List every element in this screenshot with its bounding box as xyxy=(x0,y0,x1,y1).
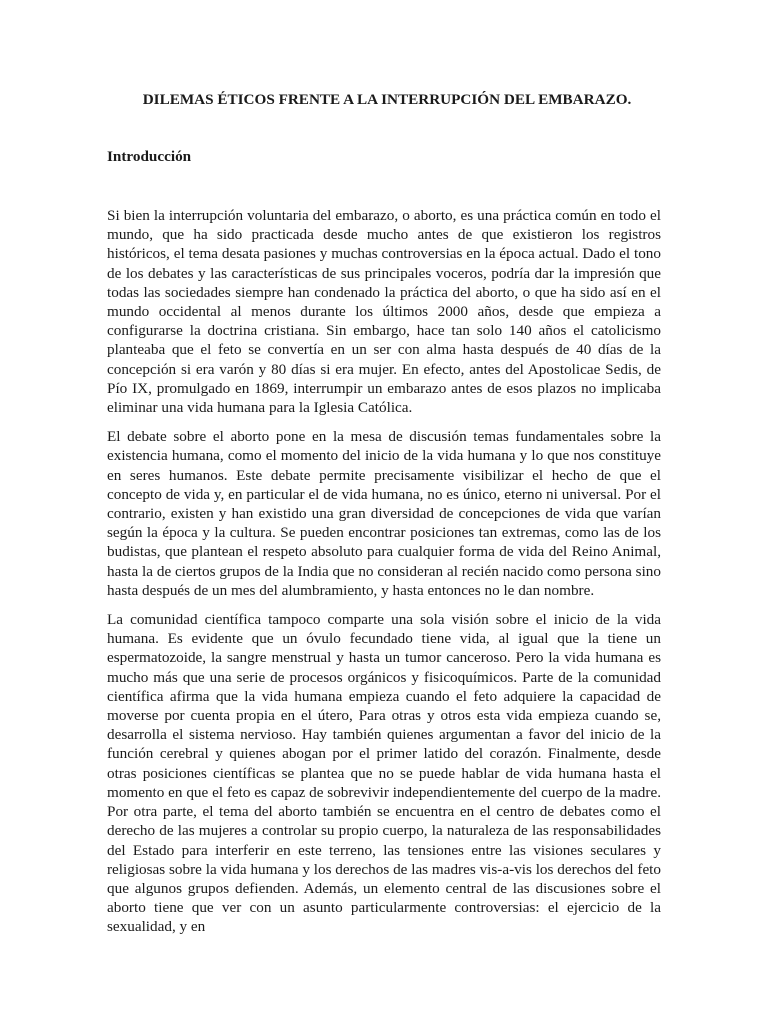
paragraph: El debate sobre el aborto pone en la mesa de discusión temas fundamentales sobre la existencia humana, como el momento del inicio de la vida humana y lo que nos constituye en seres humanos. Este debate permite precisamente visibilizar el hecho de que el concepto de vida y, en particular el de vida humana, no es único, eterno ni universal. Por el contrario, existen y han existido una gran diversidad de concepciones de vida que varían según la época y la cultura. Se pueden encontrar posiciones tan extremas, como las de los budistas, que plantean el respeto absoluto para cualquier forma de vida del Reino Animal, hasta la de ciertos grupos de la India que no consideran al recién nacido como persona sino hasta después de un mes del alumbramiento, y hasta entonces no le dan nombre. xyxy=(107,428,661,599)
paragraph: La comunidad científica tampoco comparte una sola visión sobre el inicio de la vida humana. Es evidente que un óvulo fecundado tiene vida, al igual que la tiene un espermatozoide, la sangre menstrual y hasta un tumor canceroso. Pero la vida humana es mucho más que una serie de procesos orgánicos y fisicoquímicos. Parte de la comunidad científica afirma que la vida humana empieza cuando el feto adquiere la capacidad de moverse por cuenta propia en el útero, Para otras y otros esta vida empieza cuando se, desarrolla el sistema nervioso. Hay también quienes argumentan a favor del inicio de la función cerebral y quienes abogan por el primer latido del corazón. Finalmente, desde otras posiciones científicas se plantea que no se puede hablar de vida humana hasta el momento en que el feto es capaz de sobrevivir independientemente del cuerpo de la madre. Por otra parte, el tema del aborto también se encuentra en el centro de debates como el derecho de las mujeres a controlar su propio cuerpo, la naturaleza de las responsabilidades del Estado para interferir en este terreno, las tensiones entre las visiones seculares y religiosas sobre la vida humana y los derechos de las madres vis-a-vis los derechos del feto que algunos grupos defienden. Además, un elemento central de las discusiones sobre el aborto tiene que ver con un asunto particularmente controversias: el ejercicio de la sexualidad, y en xyxy=(107,611,661,936)
paragraph: Si bien la interrupción voluntaria del embarazo, o aborto, es una práctica común en todo el mundo, que ha sido practicada desde mucho antes de que existieron los registros históricos, el tema desata pasiones y muchas controversias en la época actual. Dado el tono de los debates y las características de sus principales voceros, podría dar la impresión que todas las sociedades siempre han condenado la práctica del aborto, o que ha sido así en el mundo occidental al menos durante los últimos 2000 años, desde que empieza a configurarse la doctrina cristiana. Sin embargo, hace tan solo 140 años el catolicismo planteaba que el feto se convertía en un ser con alma hasta después de 40 días de la concepción si era varón y 80 días si era mujer. En efecto, antes del Apostolicae Sedis, de Pío IX, promulgado en 1869, interrumpir un embarazo antes de esos plazos no implicaba eliminar una vida humana para la Iglesia Católica. xyxy=(107,207,661,417)
document-title: DILEMAS ÉTICOS FRENTE A LA INTERRUPCIÓN DEL EMBARAZO. xyxy=(142,91,632,108)
document-body xyxy=(107,90,661,937)
section-heading: Introducción xyxy=(107,148,192,165)
